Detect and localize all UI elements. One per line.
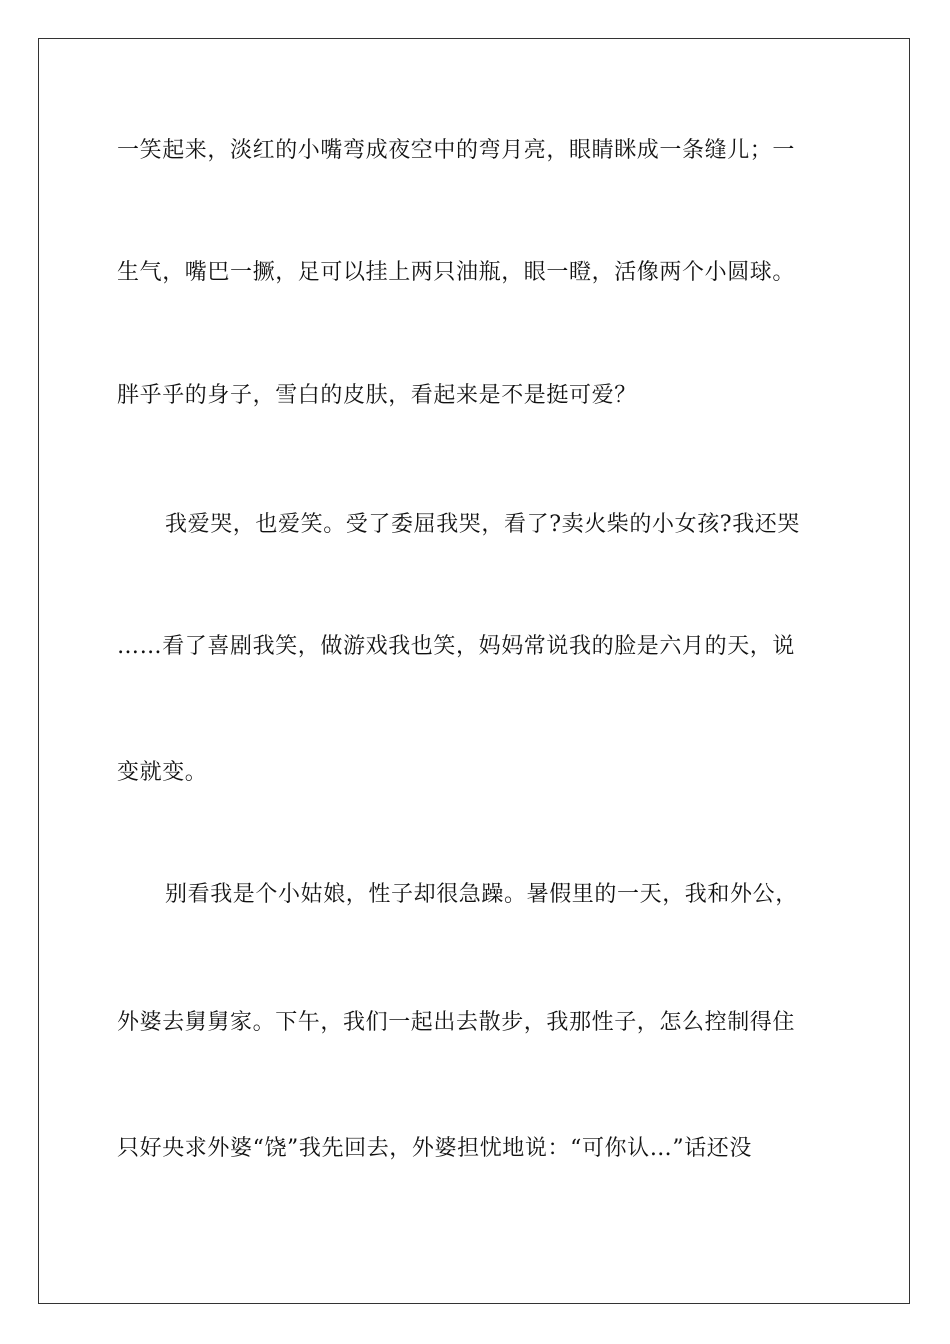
text-line-7: 别看我是个小姑娘，性子却很急躁。暑假里的一天，我和外公，: [165, 882, 798, 907]
text-line-2: 生气，嘴巴一撅，足可以挂上两只油瓶，眼一瞪，活像两个小圆球。: [117, 260, 796, 285]
text-line-9: 只好央求外婆“饶”我先回去，外婆担忧地说：“可你认…”话还没: [117, 1136, 752, 1161]
text-line-4: 我爱哭，也爱笑。受了委屈我哭，看了?卖火柴的小女孩?我还哭: [165, 512, 800, 537]
text-line-1: 一笑起来，淡红的小嘴弯成夜空中的弯月亮，眼睛眯成一条缝儿；一: [117, 138, 796, 163]
text-line-3: 胖乎乎的身子，雪白的皮肤，看起来是不是挺可爱？: [117, 383, 637, 408]
text-line-6: 变就变。: [117, 760, 208, 785]
text-line-8: 外婆去舅舅家。下午，我们一起出去散步，我那性子，怎么控制得住: [117, 1010, 796, 1035]
text-line-5: ……看了喜剧我笑，做游戏我也笑，妈妈常说我的脸是六月的天，说: [117, 634, 796, 659]
page-border: [38, 38, 910, 1304]
